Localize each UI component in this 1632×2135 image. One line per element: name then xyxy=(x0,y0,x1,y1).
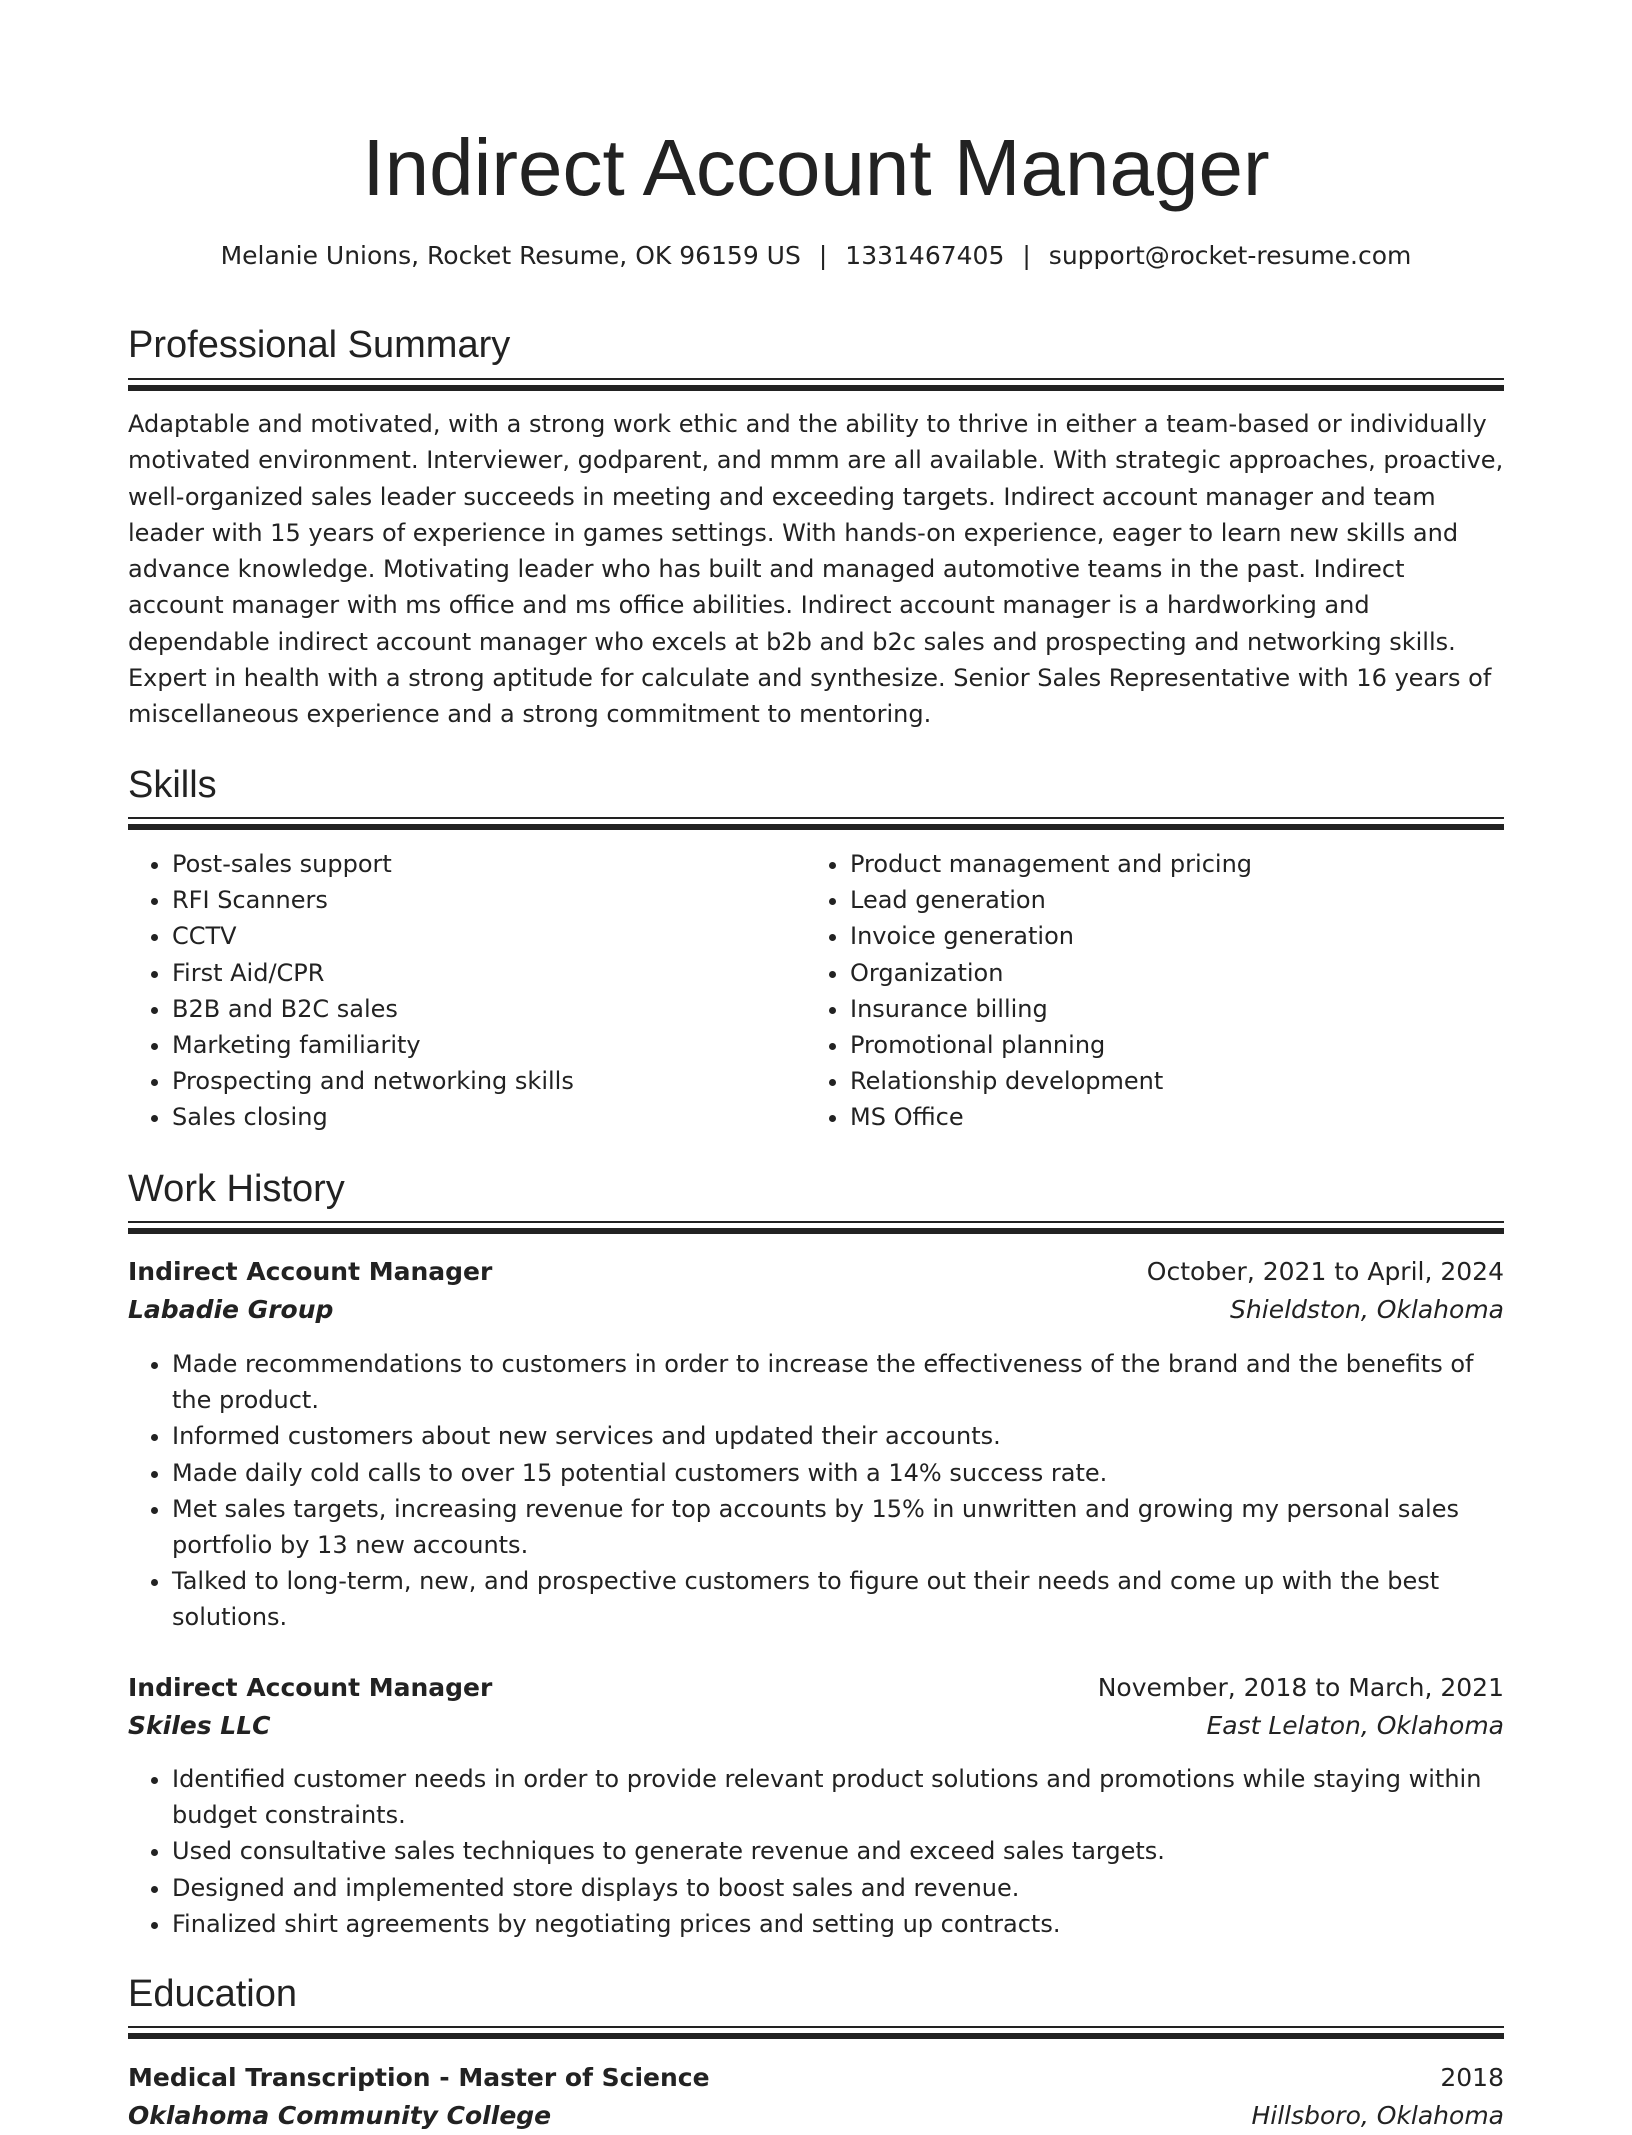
skill-item: • MS Office xyxy=(850,1099,1466,1135)
job-dates: October, 2021 to April, 2024 xyxy=(1146,1257,1504,1286)
skill-item: • RFI Scanners xyxy=(172,882,788,918)
skill-item: • B2B and B2C sales xyxy=(172,991,788,1027)
summary-divider xyxy=(128,378,1504,390)
skill-item: • Invoice generation xyxy=(850,918,1466,954)
skill-item: • Lead generation xyxy=(850,882,1466,918)
job-bullets xyxy=(128,1761,1504,1942)
job-bullet: • Finalized shirt agreements by negotiating prices and setting up contracts. xyxy=(172,1906,1504,1942)
job-location: Shieldston, Oklahoma xyxy=(1230,1295,1504,1324)
skills-column-right xyxy=(806,846,1466,1136)
job-subheader xyxy=(128,1291,1504,1329)
education-header xyxy=(128,2059,1504,2097)
job-company: Skiles LLC xyxy=(128,1711,271,1740)
job-bullet: • Designed and implemented store displays to boost sales and revenue. xyxy=(172,1870,1504,1906)
job-title: Indirect Account Manager xyxy=(128,1673,493,1702)
job-bullet: • Made daily cold calls to over 15 potential customers with a 14% success rate. xyxy=(172,1455,1504,1491)
education-location: Hillsboro, Oklahoma xyxy=(1251,2101,1504,2130)
skill-item: • Product management and pricing xyxy=(850,846,1466,882)
work-history-heading: Work History xyxy=(128,1168,345,1210)
contact-separator: | xyxy=(818,241,828,270)
education-subheader xyxy=(128,2097,1504,2135)
contact-phone: 1331467405 xyxy=(845,241,1005,270)
summary-text: Adaptable and motivated, with a strong work ethic and the ability to thrive in either a team-based or individually motivated environment. Interviewer, godparent, and mmm are all available. With strategic approaches, proactive, well-organized sales leader succeeds in meeting and exceeding targets. Indirect account manager and team leader with 15 years of experience in games settings. With hands-on experience, eager to learn new skills and advance knowledge. Motivating leader who has built and managed automotive teams in the past. Indirect account manager with ms office and ms office abilities. Indirect account manager is a hardworking and dependable indirect account manager who excels at b2b and b2c sales and prospecting and networking skills. Expert in health with a strong aptitude for calculate and synthesize. Senior Sales Representative with 16 years of miscellaneous experience and a strong commitment to mentoring. xyxy=(128,410,1504,729)
skill-item: • Prospecting and networking skills xyxy=(172,1063,788,1099)
skills-heading: Skills xyxy=(128,764,217,806)
education-degree: Medical Transcription - Master of Science xyxy=(128,2063,710,2092)
skills-column-left xyxy=(128,846,788,1136)
skill-item: • Promotional planning xyxy=(850,1027,1466,1063)
page-title: Indirect Account Manager xyxy=(362,123,1270,212)
contact-email: support@rocket-resume.com xyxy=(1048,241,1412,270)
education-school: Oklahoma Community College xyxy=(128,2101,552,2130)
job-bullets xyxy=(128,1346,1504,1636)
education-year: 2018 xyxy=(1440,2063,1504,2092)
contact-line xyxy=(128,238,1504,274)
skill-item: • Insurance billing xyxy=(850,991,1466,1027)
job-bullet: • Used consultative sales techniques to generate revenue and exceed sales targets. xyxy=(172,1833,1504,1869)
work-history-divider xyxy=(128,1221,1504,1233)
job-bullet: • Made recommendations to customers in order to increase the effectiveness of the brand and the benefits of the product. xyxy=(172,1346,1504,1418)
job-company: Labadie Group xyxy=(128,1295,334,1324)
skill-item: • First Aid/CPR xyxy=(172,955,788,991)
job-bullet: • Identified customer needs in order to provide relevant product solutions and promotions while staying within budget constraints. xyxy=(172,1761,1504,1833)
skill-item: • Sales closing xyxy=(172,1099,788,1135)
skills-divider xyxy=(128,817,1504,829)
job-header xyxy=(128,1669,1504,1707)
skill-item: • Organization xyxy=(850,955,1466,991)
job-subheader xyxy=(128,1707,1504,1745)
skill-item: • Relationship development xyxy=(850,1063,1466,1099)
job-dates: November, 2018 to March, 2021 xyxy=(1097,1673,1504,1702)
job-bullet: • Talked to long-term, new, and prospective customers to figure out their needs and come up with the best solutions. xyxy=(172,1563,1504,1635)
skill-item: • Post-sales support xyxy=(172,846,788,882)
education-heading: Education xyxy=(128,1973,298,2015)
skill-item: • CCTV xyxy=(172,918,788,954)
contact-address: Melanie Unions, Rocket Resume, OK 96159 US xyxy=(220,241,801,270)
education-divider xyxy=(128,2026,1504,2038)
job-bullet: • Met sales targets, increasing revenue for top accounts by 15% in unwritten and growing my personal sales portfolio by 13 new accounts. xyxy=(172,1491,1504,1563)
summary-heading: Professional Summary xyxy=(128,324,511,366)
job-location: East Lelaton, Oklahoma xyxy=(1206,1711,1504,1740)
job-title: Indirect Account Manager xyxy=(128,1257,493,1286)
skill-item: • Marketing familiarity xyxy=(172,1027,788,1063)
job-header xyxy=(128,1253,1504,1291)
contact-separator: | xyxy=(1022,241,1031,270)
job-bullet: • Informed customers about new services and updated their accounts. xyxy=(172,1418,1504,1454)
